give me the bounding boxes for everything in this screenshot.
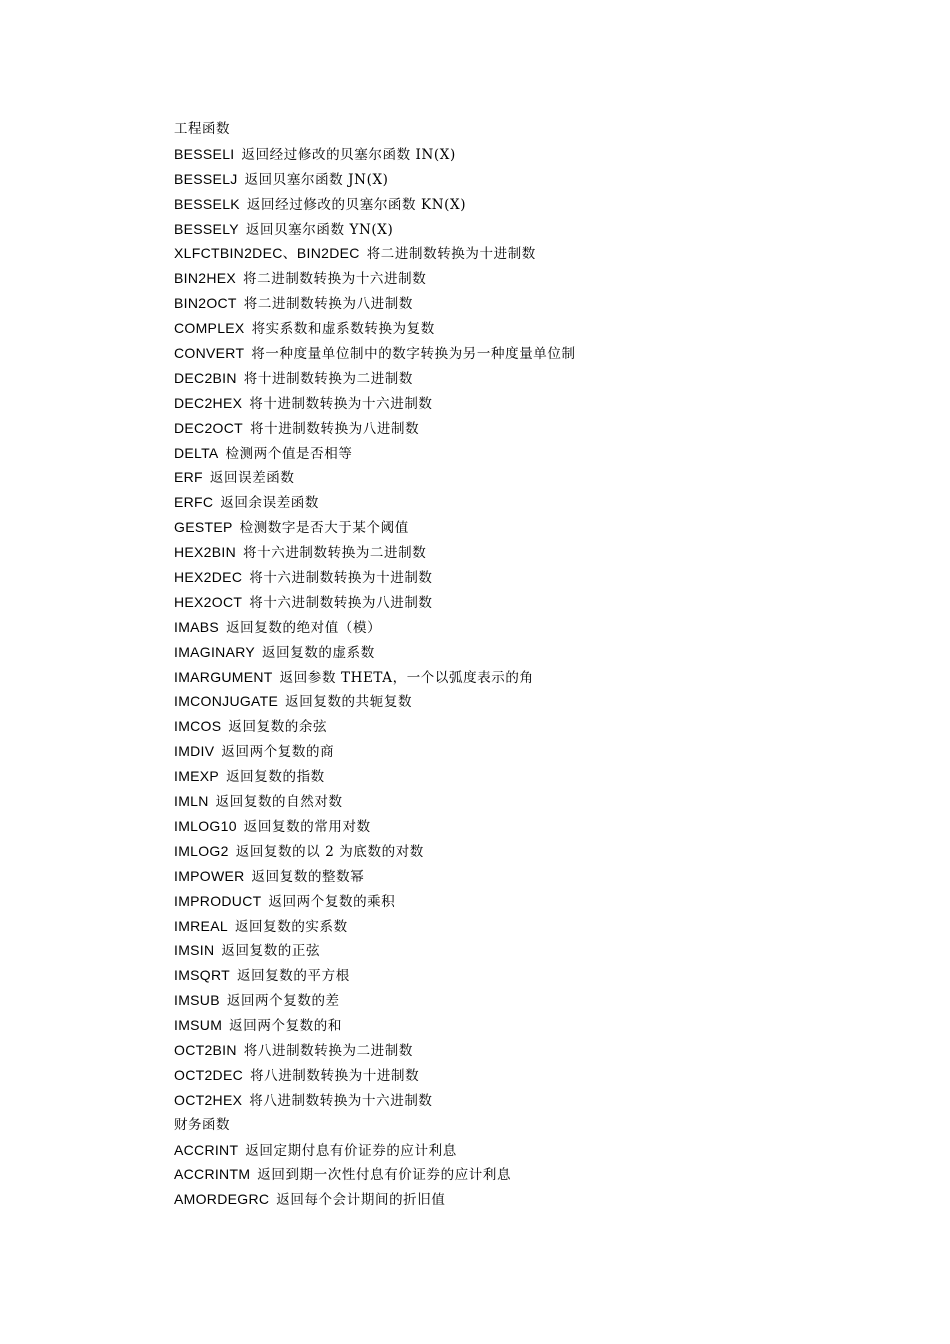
function-name: IMSUB [174, 992, 220, 1009]
function-name: HEX2DEC [174, 569, 243, 586]
function-description: 返回复数的整数幂 [251, 868, 365, 885]
function-name: IMSIN [174, 942, 215, 959]
function-description: 检测数字是否大于某个阈值 [239, 520, 409, 537]
function-description: 将二进制数转换为十进制数 [366, 246, 536, 263]
section-heading: 工程函数 [174, 121, 230, 137]
function-entry [174, 341, 894, 366]
function-entry [174, 1138, 894, 1163]
function-name: IMEXP [174, 768, 220, 785]
function-name: COMPLEX [174, 320, 245, 337]
function-description: 返回复数的实系数 [234, 918, 348, 935]
function-name: IMSQRT [174, 967, 230, 984]
function-entry [174, 689, 894, 714]
function-name: DELTA [174, 444, 219, 461]
function-entry [174, 1063, 894, 1088]
section-heading: 财务函数 [174, 1116, 230, 1133]
function-description: 返回经过修改的贝塞尔函数 KN(X) [246, 196, 467, 213]
function-description: 将十进制数转换为十六进制数 [249, 395, 433, 412]
function-entry [174, 938, 894, 963]
function-name: ERFC [174, 494, 214, 511]
function-description: 返回复数的绝对值（模） [226, 619, 382, 636]
function-entry [174, 714, 894, 739]
function-entry [174, 814, 894, 839]
function-description: 将二进制数转换为十六进制数 [243, 271, 427, 288]
function-name: IMLOG2 [174, 842, 229, 859]
function-name: IMSUM [174, 1017, 223, 1034]
function-name: BESSELJ [174, 170, 238, 187]
function-entry [174, 291, 894, 316]
function-entry [174, 391, 894, 416]
function-description: 返回两个复数的乘积 [268, 893, 396, 910]
function-entry [174, 316, 894, 341]
function-name: AMORDEGRC [174, 1191, 270, 1208]
function-entry [174, 615, 894, 640]
function-description: 将十六进制数转换为十进制数 [249, 570, 433, 587]
function-name: BESSELK [174, 195, 240, 212]
function-entry [174, 490, 894, 515]
function-description: 将实系数和虚系数转换为复数 [251, 321, 435, 338]
function-name: BIN2OCT [174, 295, 237, 312]
function-entry [174, 839, 894, 864]
function-description: 返回到期一次性付息有价证券的应计利息 [257, 1167, 512, 1184]
function-entry [174, 963, 894, 988]
function-description: 返回贝塞尔函数 YN(X) [245, 221, 394, 238]
function-entry [174, 739, 894, 764]
function-description: 将二进制数转换为八进制数 [243, 296, 413, 313]
function-description: 将十六进制数转换为八进制数 [249, 594, 433, 611]
function-name: IMABS [174, 618, 220, 635]
function-entry [174, 266, 894, 291]
function-entry [174, 1088, 894, 1113]
function-description: 返回余误差函数 [220, 495, 320, 512]
function-entry [174, 789, 894, 814]
function-name: OCT2DEC [174, 1066, 243, 1083]
function-description: 返回复数的余弦 [228, 719, 328, 736]
function-description: 将十进制数转换为八进制数 [250, 420, 420, 437]
function-description: 返回每个会计期间的折旧值 [276, 1192, 446, 1209]
function-name: IMLOG10 [174, 817, 237, 834]
function-description: 返回两个复数的和 [229, 1018, 342, 1035]
function-entry [174, 665, 894, 690]
function-entry [174, 515, 894, 540]
function-name: IMPRODUCT [174, 892, 262, 909]
function-name: XLFCTBIN2DEC、BIN2DEC [174, 245, 360, 262]
function-name: IMCONJUGATE [174, 693, 279, 710]
function-entry [174, 167, 894, 192]
function-name: IMAGINARY [174, 643, 256, 660]
function-entry [174, 540, 894, 565]
function-description: 返回复数的正弦 [221, 943, 321, 960]
function-description: 返回复数的常用对数 [243, 818, 371, 835]
function-entry [174, 988, 894, 1013]
function-description: 返回贝塞尔函数 JN(X) [244, 171, 389, 188]
function-name: HEX2OCT [174, 593, 243, 610]
function-name: CONVERT [174, 345, 245, 362]
function-name: IMREAL [174, 917, 228, 934]
function-entry [174, 366, 894, 391]
function-entry [174, 465, 894, 490]
function-entry [174, 764, 894, 789]
function-name: BESSELY [174, 220, 239, 237]
function-name: IMCOS [174, 718, 222, 735]
function-description: 返回复数的指数 [226, 769, 325, 786]
function-description: 返回复数的平方根 [237, 968, 350, 985]
function-entry [174, 241, 894, 266]
function-description: 将八进制数转换为二进制数 [243, 1042, 413, 1059]
function-entry [174, 640, 894, 665]
function-name: BIN2HEX [174, 270, 237, 287]
function-name: ACCRINTM [174, 1166, 251, 1183]
function-entry [174, 1013, 894, 1038]
function-entry [174, 416, 894, 441]
function-description: 返回复数的共轭复数 [285, 694, 413, 711]
function-description: 将一种度量单位制中的数字转换为另一种度量单位制 [251, 346, 576, 363]
function-entry [174, 142, 894, 167]
function-description: 将八进制数转换为十进制数 [250, 1067, 420, 1084]
function-entry [174, 441, 894, 466]
function-list [174, 117, 894, 1212]
function-name: IMARGUMENT [174, 668, 273, 685]
function-name: DEC2BIN [174, 369, 237, 386]
function-name: ACCRINT [174, 1141, 239, 1158]
function-description: 检测两个值是否相等 [225, 445, 353, 462]
function-entry [174, 864, 894, 889]
function-description: 返回定期付息有价证券的应计利息 [245, 1142, 457, 1159]
function-entry [174, 914, 894, 939]
function-description: 将十进制数转换为二进制数 [243, 370, 413, 387]
function-name: BESSELI [174, 145, 235, 162]
function-description: 将八进制数转换为十六进制数 [249, 1092, 433, 1109]
function-entry [174, 590, 894, 615]
function-description: 返回参数 THETA，一个以弧度表示的角 [279, 669, 534, 686]
function-entry [174, 889, 894, 914]
function-description: 将十六进制数转换为二进制数 [243, 545, 427, 562]
function-name: OCT2BIN [174, 1041, 237, 1058]
function-name: IMPOWER [174, 867, 245, 884]
function-description: 返回复数的自然对数 [215, 794, 343, 811]
function-name: DEC2OCT [174, 419, 243, 436]
function-name: IMDIV [174, 743, 215, 760]
function-name: OCT2HEX [174, 1091, 243, 1108]
function-name: IMLN [174, 793, 209, 810]
function-description: 返回经过修改的贝塞尔函数 IN(X) [241, 146, 456, 163]
function-description: 返回两个复数的差 [226, 993, 340, 1010]
function-entry [174, 1187, 894, 1212]
function-entry [174, 1162, 894, 1187]
function-entry [174, 565, 894, 590]
function-name: GESTEP [174, 519, 233, 536]
function-name: HEX2BIN [174, 544, 237, 561]
function-name: DEC2HEX [174, 394, 243, 411]
function-entry [174, 1038, 894, 1063]
function-description: 返回误差函数 [209, 470, 295, 487]
function-description: 返回复数的以 2 为底数的对数 [235, 843, 424, 860]
function-name: ERF [174, 469, 203, 486]
function-entry [174, 217, 894, 242]
function-description: 返回复数的虚系数 [262, 644, 375, 661]
function-entry [174, 192, 894, 217]
function-description: 返回两个复数的商 [221, 744, 335, 761]
